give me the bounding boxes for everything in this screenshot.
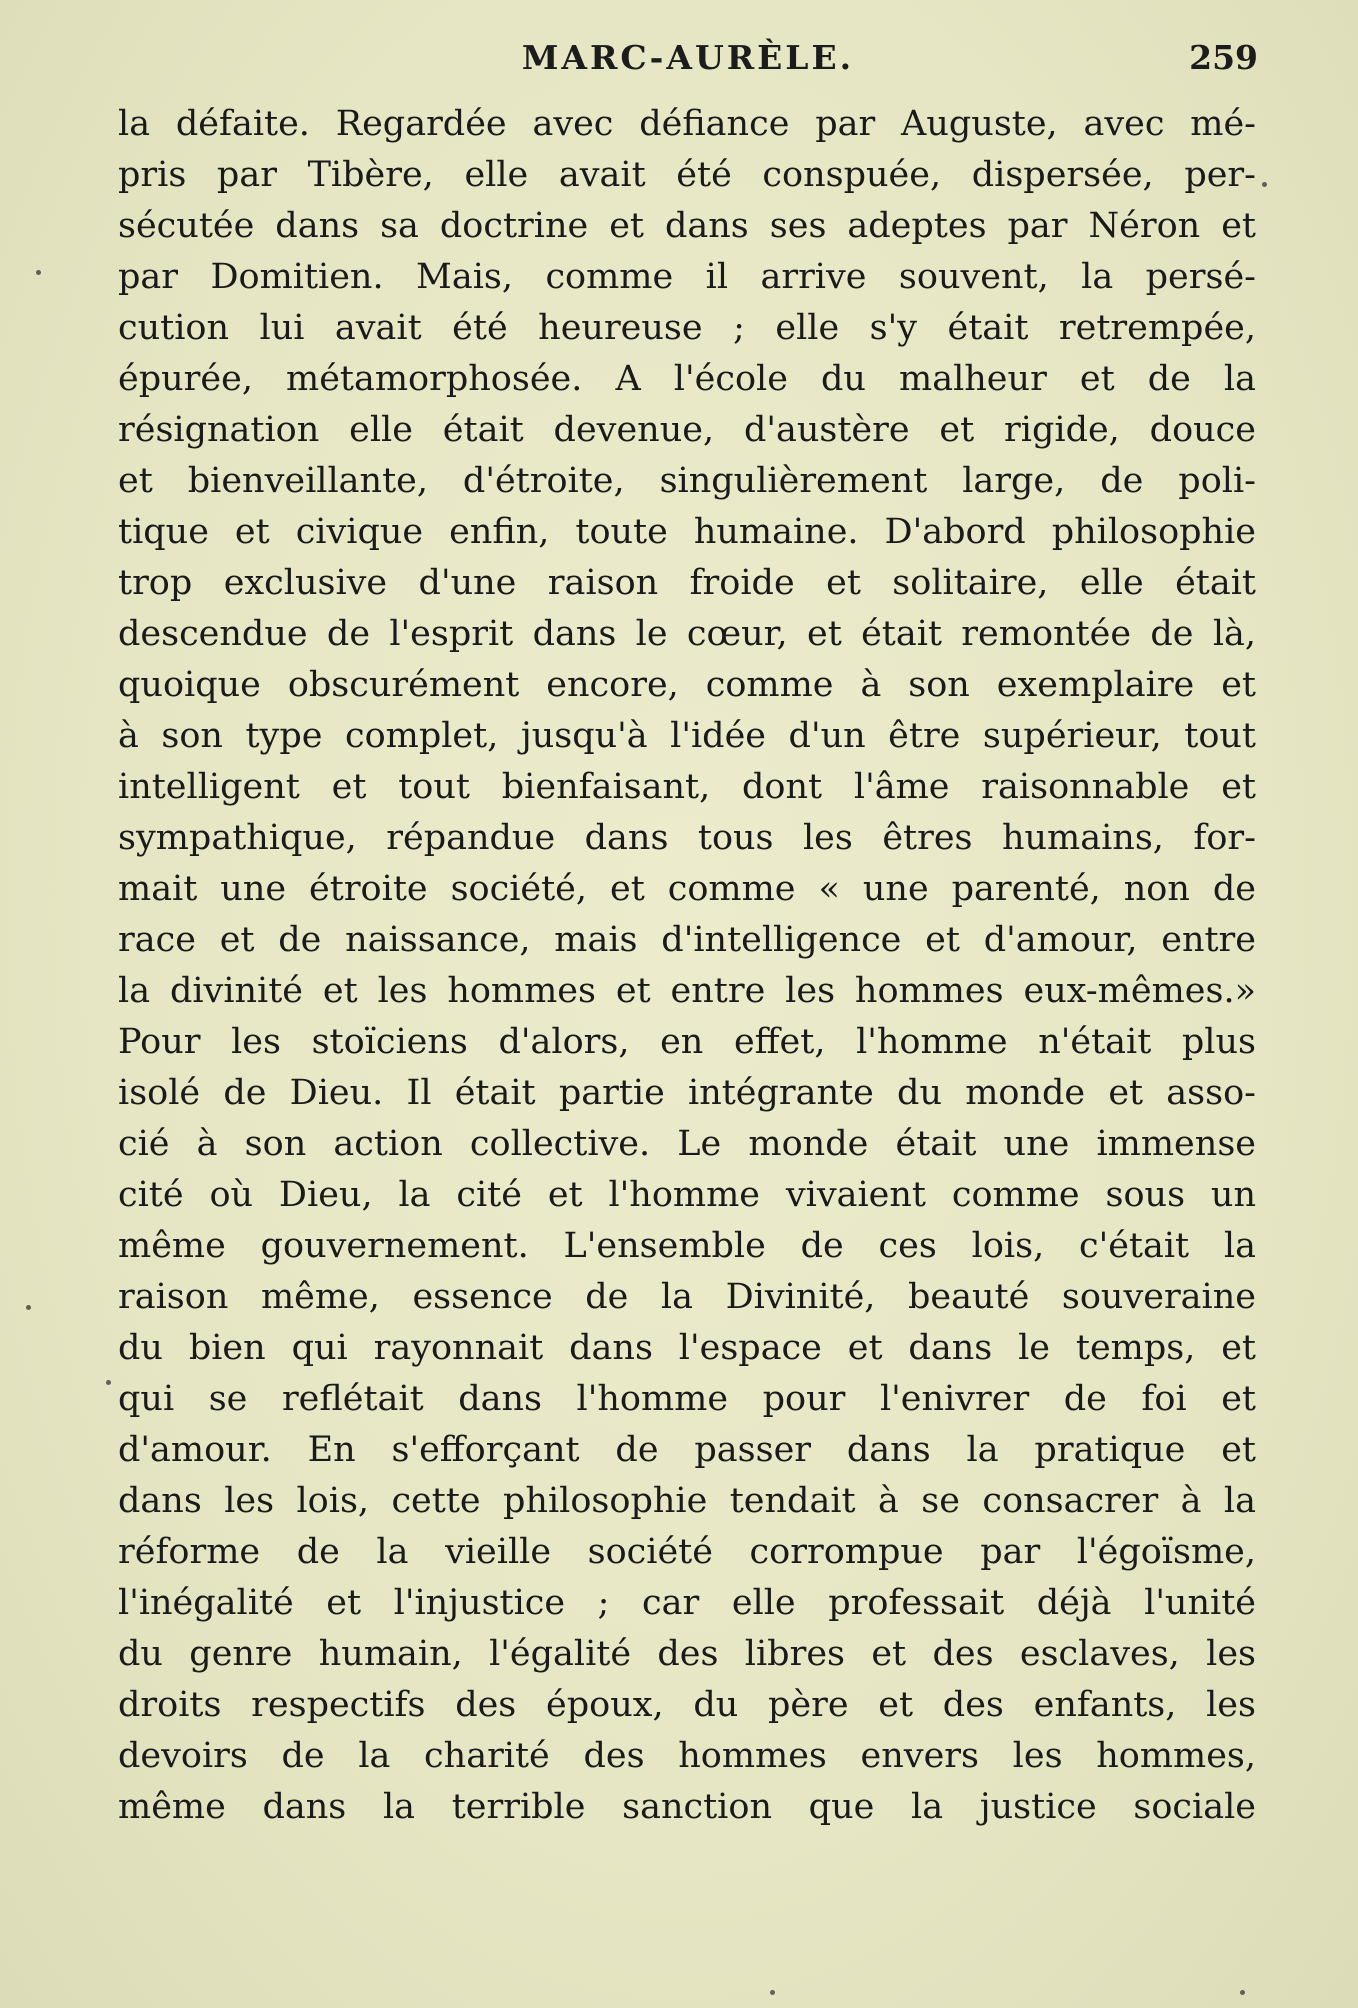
text-line: cité où Dieu, la cité et l'homme vivaient comme sous un	[118, 1175, 1256, 1215]
text-line: la divinité et les hommes et entre les hommes eux-mêmes.»	[118, 971, 1256, 1011]
text-line: épurée, métamorphosée. A l'école du malheur et de la	[118, 359, 1256, 399]
text-line: cié à son action collective. Le monde était une immense	[118, 1124, 1256, 1164]
text-line: quoique obscurément encore, comme à son exemplaire et	[118, 665, 1256, 705]
text-line: raison même, essence de la Divinité, beauté souveraine	[118, 1277, 1256, 1317]
text-line: trop exclusive d'une raison froide et solitaire, elle était	[118, 563, 1256, 603]
text-line: la défaite. Regardée avec défiance par Auguste, avec mé-	[118, 104, 1256, 144]
text-line: résignation elle était devenue, d'austère et rigide, douce	[118, 410, 1256, 450]
text-line: sécutée dans sa doctrine et dans ses adeptes par Néron et	[118, 206, 1256, 246]
text-line: isolé de Dieu. Il était partie intégrante du monde et asso-	[118, 1073, 1256, 1113]
text-line: descendue de l'esprit dans le cœur, et était remontée de là,	[118, 614, 1256, 654]
text-line: intelligent et tout bienfaisant, dont l'âme raisonnable et	[118, 767, 1256, 807]
text-line: réforme de la vieille société corrompue par l'égoïsme,	[118, 1532, 1256, 1572]
text-line: l'inégalité et l'injustice ; car elle professait déjà l'unité	[118, 1583, 1256, 1623]
text-line: droits respectifs des époux, du père et des enfants, les	[118, 1685, 1256, 1725]
text-line: Pour les stoïciens d'alors, en effet, l'homme n'était plus	[118, 1022, 1256, 1062]
ink-speck	[1240, 1990, 1245, 1995]
text-line: race et de naissance, mais d'intelligence et d'amour, entre	[118, 920, 1256, 960]
text-line: pris par Tibère, elle avait été conspuée, dispersée, per-	[118, 155, 1256, 195]
text-line: et bienveillante, d'étroite, singulièrement large, de poli-	[118, 461, 1256, 501]
body-text	[118, 99, 1256, 1833]
ink-speck	[36, 270, 41, 275]
text-line: du bien qui rayonnait dans l'espace et dans le temps, et	[118, 1328, 1256, 1368]
text-line: du genre humain, l'égalité des libres et des esclaves, les	[118, 1634, 1256, 1674]
text-line: mait une étroite société, et comme « une parenté, non de	[118, 869, 1256, 909]
page-header	[118, 38, 1258, 90]
text-line: à son type complet, jusqu'à l'idée d'un être supérieur, tout	[118, 716, 1256, 756]
text-line: sympathique, répandue dans tous les êtres humains, for-	[118, 818, 1256, 858]
text-line: même dans la terrible sanction que la justice sociale	[118, 1787, 1256, 1827]
text-line: tique et civique enfin, toute humaine. D'abord philosophie	[118, 512, 1256, 552]
text-line: cution lui avait été heureuse ; elle s'y était retrempée,	[118, 308, 1256, 348]
text-line: qui se reflétait dans l'homme pour l'enivrer de foi et	[118, 1379, 1256, 1419]
ink-speck	[770, 1990, 775, 1995]
text-line: dans les lois, cette philosophie tendait à se consacrer à la	[118, 1481, 1256, 1521]
text-line: par Domitien. Mais, comme il arrive souvent, la persé-	[118, 257, 1256, 297]
ink-speck	[26, 1305, 31, 1310]
running-title: MARC-AURÈLE.	[521, 38, 855, 77]
text-line: d'amour. En s'efforçant de passer dans la pratique et	[118, 1430, 1256, 1470]
ink-speck	[1262, 182, 1267, 187]
text-line: devoirs de la charité des hommes envers les hommes,	[118, 1736, 1256, 1776]
text-line: même gouvernement. L'ensemble de ces lois, c'était la	[118, 1226, 1256, 1266]
page-number: 259	[1189, 38, 1258, 77]
ink-speck	[106, 1380, 111, 1385]
